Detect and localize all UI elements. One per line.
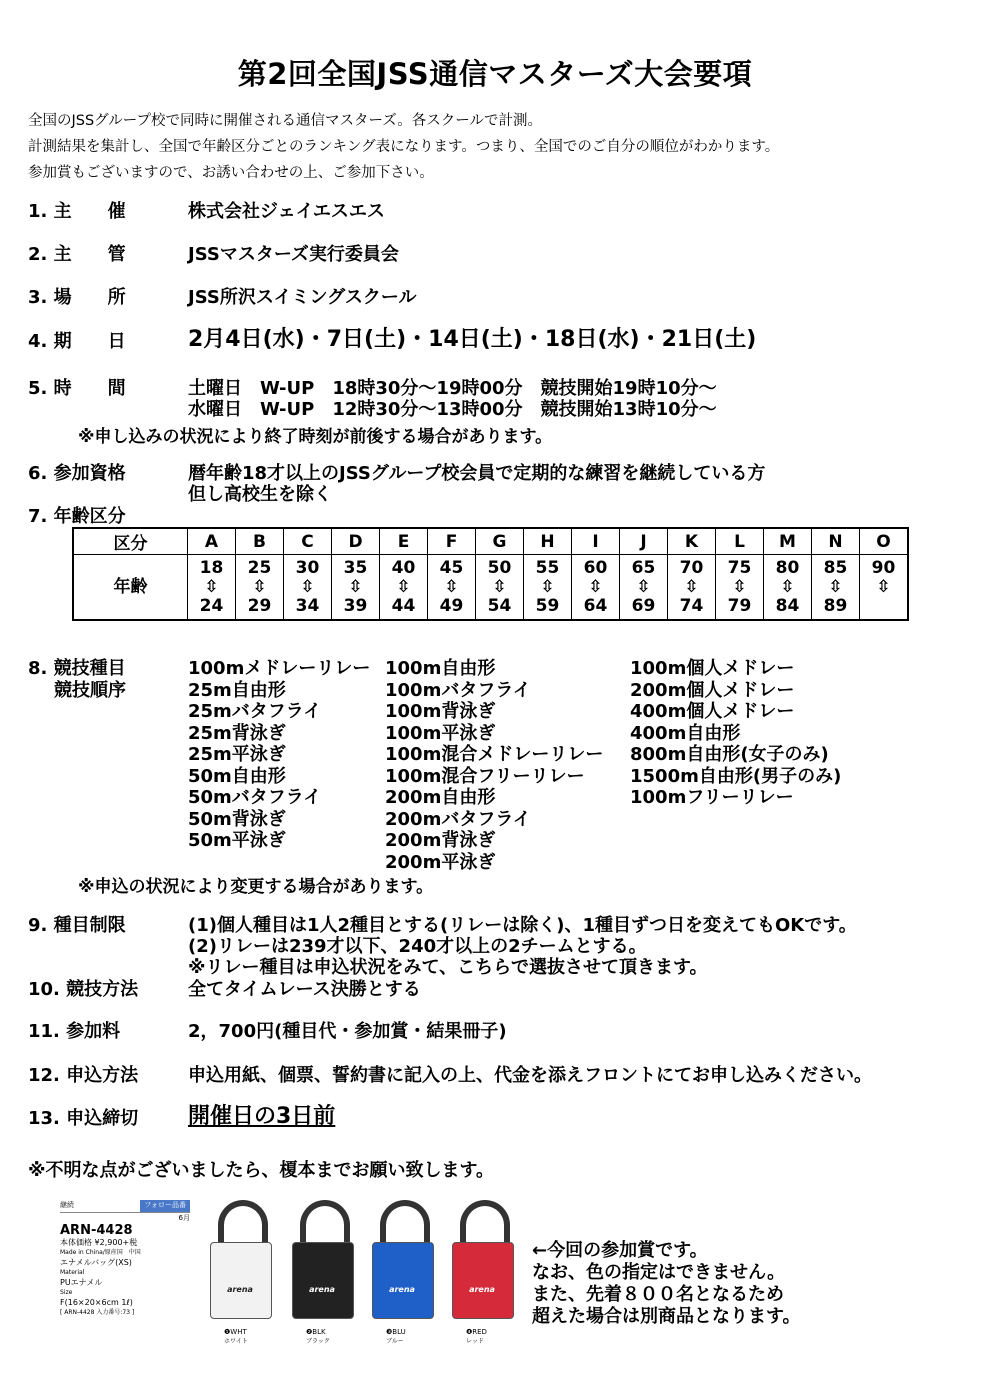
age-to: 24 xyxy=(199,595,224,616)
age-from: 75 xyxy=(727,557,752,578)
arrow-updown-icon: ⇳ xyxy=(348,576,363,597)
bag-color-label xyxy=(224,1328,248,1345)
arrow-updown-icon: ⇳ xyxy=(204,576,219,597)
age-class-table xyxy=(72,527,909,621)
age-class-letter: N xyxy=(812,528,860,555)
table-row-label: 年齢 xyxy=(73,555,188,621)
age-class-letter: F xyxy=(428,528,476,555)
bag-image xyxy=(292,1200,358,1345)
age-range-cell xyxy=(572,555,620,621)
age-from: 30 xyxy=(295,557,320,578)
age-from: 90 xyxy=(871,557,896,578)
age-to: 39 xyxy=(343,595,368,616)
arrow-updown-icon: ⇳ xyxy=(876,576,891,597)
arrow-updown-icon: ⇳ xyxy=(540,576,555,597)
age-to: 59 xyxy=(535,595,560,616)
event-item: 100m混合フリーリレー xyxy=(385,765,585,787)
product-catalog-card xyxy=(60,1200,190,1318)
age-range-cell xyxy=(860,555,909,621)
age-class-letter: I xyxy=(572,528,620,555)
section-label: 6. 参加資格 xyxy=(28,463,126,484)
age-range-cell xyxy=(236,555,284,621)
event-item: 200m自由形 xyxy=(385,787,496,808)
section-value: 水曜日 W-UP 12時30分～13時00分 競技開始13時10分～ xyxy=(188,399,717,420)
arena-logo: arena xyxy=(309,1285,335,1294)
event-item: 50m自由形 xyxy=(188,765,286,787)
age-from: 65 xyxy=(631,557,656,578)
event-item: 100m平泳ぎ xyxy=(385,722,496,744)
event-item: 50mバタフライ xyxy=(188,787,322,808)
bag-body xyxy=(292,1242,354,1319)
age-range-cell xyxy=(428,555,476,621)
catalog-price: 本体価格 ¥2,900+税 xyxy=(60,1238,138,1247)
event-item: 50m背泳ぎ xyxy=(188,808,286,830)
age-class-letter: O xyxy=(860,528,909,555)
age-class-letter: C xyxy=(284,528,332,555)
age-class-letter: G xyxy=(476,528,524,555)
event-item: 100m混合メドレーリレー xyxy=(385,744,604,765)
bag-image xyxy=(210,1200,276,1345)
catalog-size: F(16×20×6cm 1ℓ) xyxy=(60,1298,133,1307)
event-item: 200m背泳ぎ xyxy=(385,830,496,851)
age-class-letter: J xyxy=(620,528,668,555)
catalog-tag: フォロー品番 xyxy=(140,1200,190,1212)
arrow-updown-icon: ⇳ xyxy=(396,576,411,597)
age-to: 54 xyxy=(487,595,512,616)
arrow-updown-icon: ⇳ xyxy=(588,576,603,597)
age-class-letter: D xyxy=(332,528,380,555)
age-range-cell xyxy=(716,555,764,621)
section-value: 開催日の3日前 xyxy=(188,1104,336,1129)
section-value: 暦年齢18才以上のJSSグループ校会員で定期的な練習を継続している方 xyxy=(188,463,766,484)
age-from: 55 xyxy=(535,557,560,578)
bag-color-code: ❶WHT xyxy=(224,1328,247,1336)
bag-image xyxy=(452,1200,518,1345)
arrow-updown-icon: ⇳ xyxy=(300,576,315,597)
event-item: 25m自由形 xyxy=(188,679,286,701)
bag-image xyxy=(372,1200,438,1345)
age-range-cell xyxy=(188,555,236,621)
section-label: 2. 主 管 xyxy=(28,244,126,265)
prize-line: また、先着８００名となるため xyxy=(532,1284,784,1305)
age-class-letter: E xyxy=(380,528,428,555)
age-from: 18 xyxy=(199,557,224,578)
catalog-size-label: Size xyxy=(60,1289,73,1296)
age-range-cell xyxy=(524,555,572,621)
section-label: 8. 競技種目 xyxy=(28,658,126,679)
age-from: 35 xyxy=(343,557,368,578)
time-note: ※申し込みの状況により終了時刻が前後する場合があります。 xyxy=(78,427,553,447)
section-value: (2)リレーは239才以下、240才以上の2チームとする。 xyxy=(188,936,647,957)
section-label: 4. 期 日 xyxy=(28,331,126,352)
age-range-cell xyxy=(284,555,332,621)
arrow-updown-icon: ⇳ xyxy=(252,576,267,597)
intro-line: 全国のJSSグループ校で同時に開催される通信マスターズ。各スクールで計測。 xyxy=(28,113,542,129)
event-item: 25m背泳ぎ xyxy=(188,722,286,744)
section-value: 全てタイムレース決勝とする xyxy=(188,979,421,1000)
bag-body xyxy=(210,1242,272,1319)
arena-logo: arena xyxy=(389,1285,415,1294)
age-range-cell xyxy=(812,555,860,621)
age-range-cell xyxy=(764,555,812,621)
age-to: 74 xyxy=(679,595,704,616)
events-column-3 xyxy=(630,658,841,809)
age-from: 70 xyxy=(679,557,704,578)
event-item: 200m平泳ぎ xyxy=(385,851,496,873)
age-class-letter: B xyxy=(236,528,284,555)
age-range-cell xyxy=(620,555,668,621)
bag-color-label xyxy=(466,1328,487,1345)
intro-text xyxy=(28,108,779,186)
age-from: 50 xyxy=(487,557,512,578)
age-from: 25 xyxy=(247,557,272,578)
contact-note: ※不明な点がございましたら、榎本までお願い致します。 xyxy=(28,1160,495,1181)
event-item: 100m自由形 xyxy=(385,658,496,679)
section-value: (1)個人種目は1人2種目とする(リレーは除く)、1種目ずつ日を変えてもOKです。 xyxy=(188,915,857,936)
age-to xyxy=(860,597,907,616)
catalog-material: PUエナメル xyxy=(60,1278,103,1287)
intro-line: 参加賞もございますので、お誘い合わせの上、ご参加下さい。 xyxy=(28,165,434,181)
prize-line: なお、色の指定はできません。 xyxy=(532,1262,786,1283)
age-class-letter: K xyxy=(668,528,716,555)
section-value: JSSマスターズ実行委員会 xyxy=(188,244,399,265)
arena-logo: arena xyxy=(469,1285,495,1294)
section-label: 10. 競技方法 xyxy=(28,979,139,1000)
event-item: 25m平泳ぎ xyxy=(188,744,286,765)
events-column-2 xyxy=(385,658,603,873)
age-to: 44 xyxy=(391,595,416,616)
catalog-month: 6月 xyxy=(178,1214,190,1222)
prize-note xyxy=(532,1240,801,1328)
section-label: 1. 主 催 xyxy=(28,201,126,222)
catalog-material-label: Material xyxy=(60,1269,85,1276)
age-to: 64 xyxy=(583,595,608,616)
arrow-updown-icon: ⇳ xyxy=(732,576,747,597)
event-item: 200mバタフライ xyxy=(385,808,531,830)
table-header-label: 区分 xyxy=(73,528,188,555)
arrow-updown-icon: ⇳ xyxy=(444,576,459,597)
section-label: 競技順序 xyxy=(54,679,126,701)
bag-color-code: ❹RED xyxy=(466,1328,487,1336)
bag-color-name: レッド xyxy=(466,1338,484,1345)
age-to: 79 xyxy=(727,595,752,616)
section-label: 11. 参加料 xyxy=(28,1021,121,1042)
section-value: 土曜日 W-UP 18時30分～19時00分 競技開始19時10分～ xyxy=(188,378,717,399)
arrow-updown-icon: ⇳ xyxy=(636,576,651,597)
age-range-cell xyxy=(332,555,380,621)
event-item: 100m個人メドレー xyxy=(630,658,795,679)
bag-color-code: ❸BLU xyxy=(386,1328,406,1336)
arena-logo: arena xyxy=(227,1285,253,1294)
prize-line: 超えた場合は別商品となります。 xyxy=(532,1306,801,1327)
catalog-input-code: [ ARN-4428 入力番号:73 ] xyxy=(60,1309,135,1316)
section-value: ※リレー種目は申込状況をみて、こちらで選抜させて頂きます。 xyxy=(188,957,708,978)
bag-color-label xyxy=(306,1328,330,1345)
section-value: 株式会社ジェイエスエス xyxy=(188,201,385,222)
intro-line: 計測結果を集計し、全国で年齢区分ごとのランキング表になります。つまり、全国でのご自分の順位がわかります。 xyxy=(28,139,780,155)
event-item: 1500m自由形(男子のみ) xyxy=(630,765,842,787)
arrow-updown-icon: ⇳ xyxy=(492,576,507,597)
event-item: 100m背泳ぎ xyxy=(385,701,496,722)
bag-color-name: ホワイト xyxy=(224,1338,248,1345)
age-from: 45 xyxy=(439,557,464,578)
age-from: 85 xyxy=(823,557,848,578)
section-value: 2，700円(種目代・参加賞・結果冊子) xyxy=(188,1021,507,1042)
event-item: 800m自由形(女子のみ) xyxy=(630,744,829,765)
catalog-made: Made in China/原産国 中国 xyxy=(60,1249,141,1256)
age-range-cell xyxy=(668,555,716,621)
age-to: 84 xyxy=(775,595,800,616)
bag-color-code: ❷BLK xyxy=(306,1328,326,1336)
age-class-letter: A xyxy=(188,528,236,555)
bag-color-name: ブルー xyxy=(386,1338,404,1345)
catalog-category: 継続 xyxy=(60,1201,74,1209)
section-label: 9. 種目制限 xyxy=(28,915,126,936)
prize-line: ←今回の参加賞です。 xyxy=(532,1240,708,1261)
age-class-letter: M xyxy=(764,528,812,555)
catalog-code: ARN-4428 xyxy=(60,1223,133,1238)
events-note: ※申込の状況により変更する場合があります。 xyxy=(78,877,434,897)
age-from: 80 xyxy=(775,557,800,578)
section-label: 12. 申込方法 xyxy=(28,1065,139,1086)
age-range-cell xyxy=(380,555,428,621)
section-value: 申込用紙、個票、誓約書に記入の上、代金を添えフロントにてお申し込みください。 xyxy=(188,1065,872,1086)
event-item: 100mフリーリレー xyxy=(630,787,794,808)
event-item: 50m平泳ぎ xyxy=(188,830,286,851)
bag-color-name: ブラック xyxy=(306,1338,330,1345)
age-to: 29 xyxy=(247,595,272,616)
bag-body xyxy=(372,1242,434,1319)
section-value: 2月4日(水)・7日(土)・14日(土)・18日(水)・21日(土) xyxy=(188,327,757,352)
age-from: 40 xyxy=(391,557,416,578)
event-item: 100mメドレーリレー xyxy=(188,658,371,679)
age-class-letter: H xyxy=(524,528,572,555)
age-to: 89 xyxy=(823,595,848,616)
arrow-updown-icon: ⇳ xyxy=(684,576,699,597)
event-item: 25mバタフライ xyxy=(188,701,322,722)
section-label: 5. 時 間 xyxy=(28,378,126,399)
age-to: 34 xyxy=(295,595,320,616)
event-item: 400m自由形 xyxy=(630,722,741,744)
events-column-1 xyxy=(188,658,370,852)
section-label: 13. 申込締切 xyxy=(28,1108,139,1129)
section-value: 但し高校生を除く xyxy=(188,484,332,505)
section-value: JSS所沢スイミングスクール xyxy=(188,287,417,308)
age-class-letter: L xyxy=(716,528,764,555)
event-item: 200m個人メドレー xyxy=(630,679,795,701)
catalog-name: エナメルバッグ(XS) xyxy=(60,1258,132,1267)
age-from: 60 xyxy=(583,557,608,578)
section-label: 7. 年齢区分 xyxy=(28,506,126,527)
event-item: 400m個人メドレー xyxy=(630,701,795,722)
bag-body xyxy=(452,1242,514,1319)
age-to: 69 xyxy=(631,595,656,616)
section-label: 3. 場 所 xyxy=(28,287,126,308)
arrow-updown-icon: ⇳ xyxy=(828,576,843,597)
age-to: 49 xyxy=(439,595,464,616)
event-item: 100mバタフライ xyxy=(385,679,531,701)
page-title: 第2回全国JSS通信マスターズ大会要項 xyxy=(237,57,753,91)
arrow-updown-icon: ⇳ xyxy=(780,576,795,597)
bag-color-label xyxy=(386,1328,406,1345)
age-range-cell xyxy=(476,555,524,621)
